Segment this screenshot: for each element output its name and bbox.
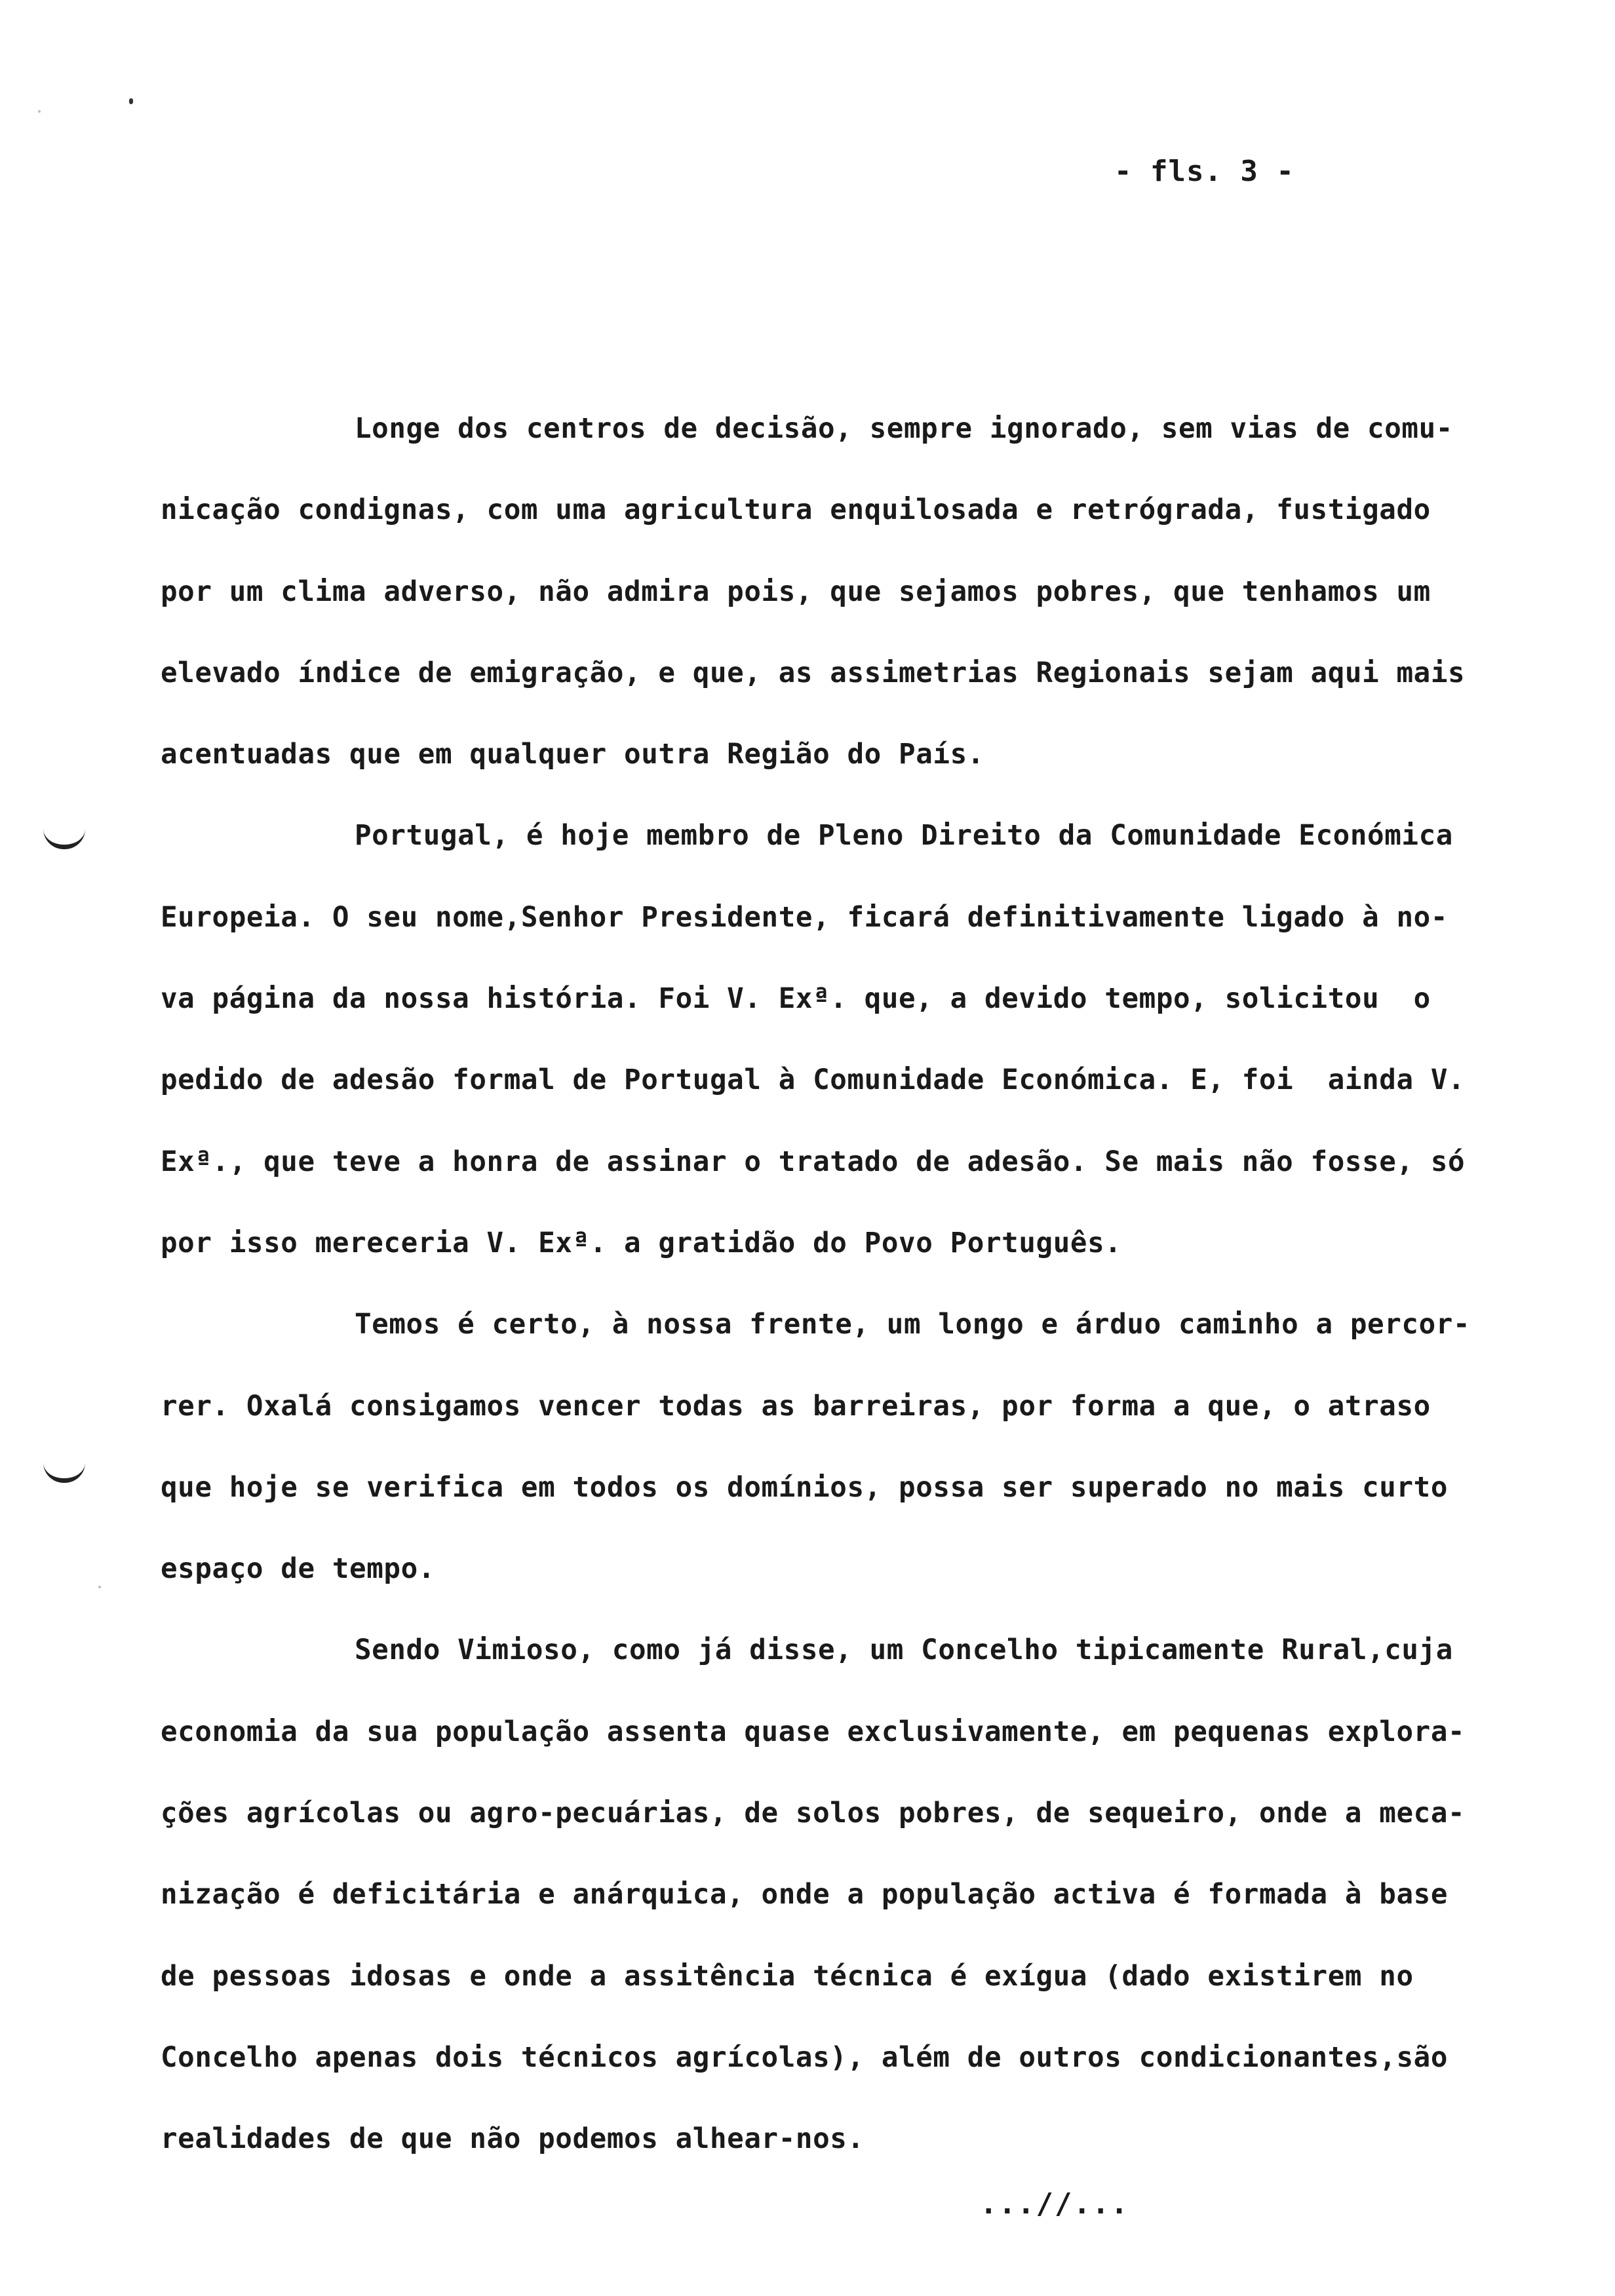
text-line: de pessoas idosas e onde a assitência técnica é exígua (dado existirem no bbox=[161, 1960, 1414, 1993]
text-line: Portugal, é hoje membro de Pleno Direito da Comunidade Económica bbox=[355, 820, 1453, 852]
binder-hole-mark bbox=[43, 829, 85, 849]
text-line: ções agrícolas ou agro-pecuárias, de solos pobres, de sequeiro, onde a meca- bbox=[161, 1797, 1466, 1830]
text-line: que hoje se verifica em todos os domínios, possa ser superado no mais curto bbox=[161, 1471, 1449, 1504]
text-line: pedido de adesão formal de Portugal à Comunidade Económica. E, foi ainda V. bbox=[161, 1064, 1466, 1097]
text-line: rer. Oxalá consigamos vencer todas as barreiras, por forma a que, o atraso bbox=[161, 1390, 1431, 1423]
text-line: por isso mereceria V. Exª. a gratidão do Povo Português. bbox=[161, 1227, 1122, 1259]
ink-speck bbox=[129, 98, 133, 104]
text-line: realidades de que não podemos alhear-nos. bbox=[161, 2123, 865, 2156]
continuation-mark: ...//... bbox=[980, 2187, 1129, 2221]
paper-speck bbox=[38, 110, 41, 113]
text-line: Sendo Vimioso, como já disse, um Concelho tipicamente Rural,cuja bbox=[355, 1634, 1453, 1667]
text-line: Exª., que teve a honra de assinar o tratado de adesão. Se mais não fosse, só bbox=[161, 1145, 1466, 1178]
text-line: economia da sua população assenta quase exclusivamente, em pequenas explora- bbox=[161, 1715, 1466, 1748]
page-number: - fls. 3 - bbox=[1114, 155, 1294, 188]
text-line: elevado índice de emigração, e que, as assimetrias Regionais sejam aqui mais bbox=[161, 657, 1466, 689]
text-line: Concelho apenas dois técnicos agrícolas), além de outros condicionantes,são bbox=[161, 2041, 1449, 2074]
binder-hole-mark bbox=[43, 1463, 85, 1483]
text-line: nização é deficitária e anárquica, onde a população activa é formada à base bbox=[161, 1879, 1449, 1911]
text-line: por um clima adverso, não admira pois, que sejamos pobres, que tenhamos um bbox=[161, 575, 1431, 608]
text-line: va página da nossa história. Foi V. Exª. que, a devido tempo, solicitou o bbox=[161, 983, 1431, 1016]
letter-body bbox=[161, 406, 1498, 2198]
text-line: Longe dos centros de decisão, sempre ignorado, sem vias de comu- bbox=[355, 413, 1453, 445]
paper-speck bbox=[98, 1586, 101, 1588]
text-line: Europeia. O seu nome,Senhor Presidente, ficará definitivamente ligado à no- bbox=[161, 901, 1449, 934]
text-line: espaço de tempo. bbox=[161, 1553, 435, 1586]
text-line: acentuadas que em qualquer outra Região do País. bbox=[161, 738, 984, 771]
text-line: nicação condignas, com uma agricultura enquilosada e retrógrada, fustigado bbox=[161, 494, 1431, 527]
text-line: Temos é certo, à nossa frente, um longo e árduo caminho a percor- bbox=[355, 1309, 1471, 1341]
